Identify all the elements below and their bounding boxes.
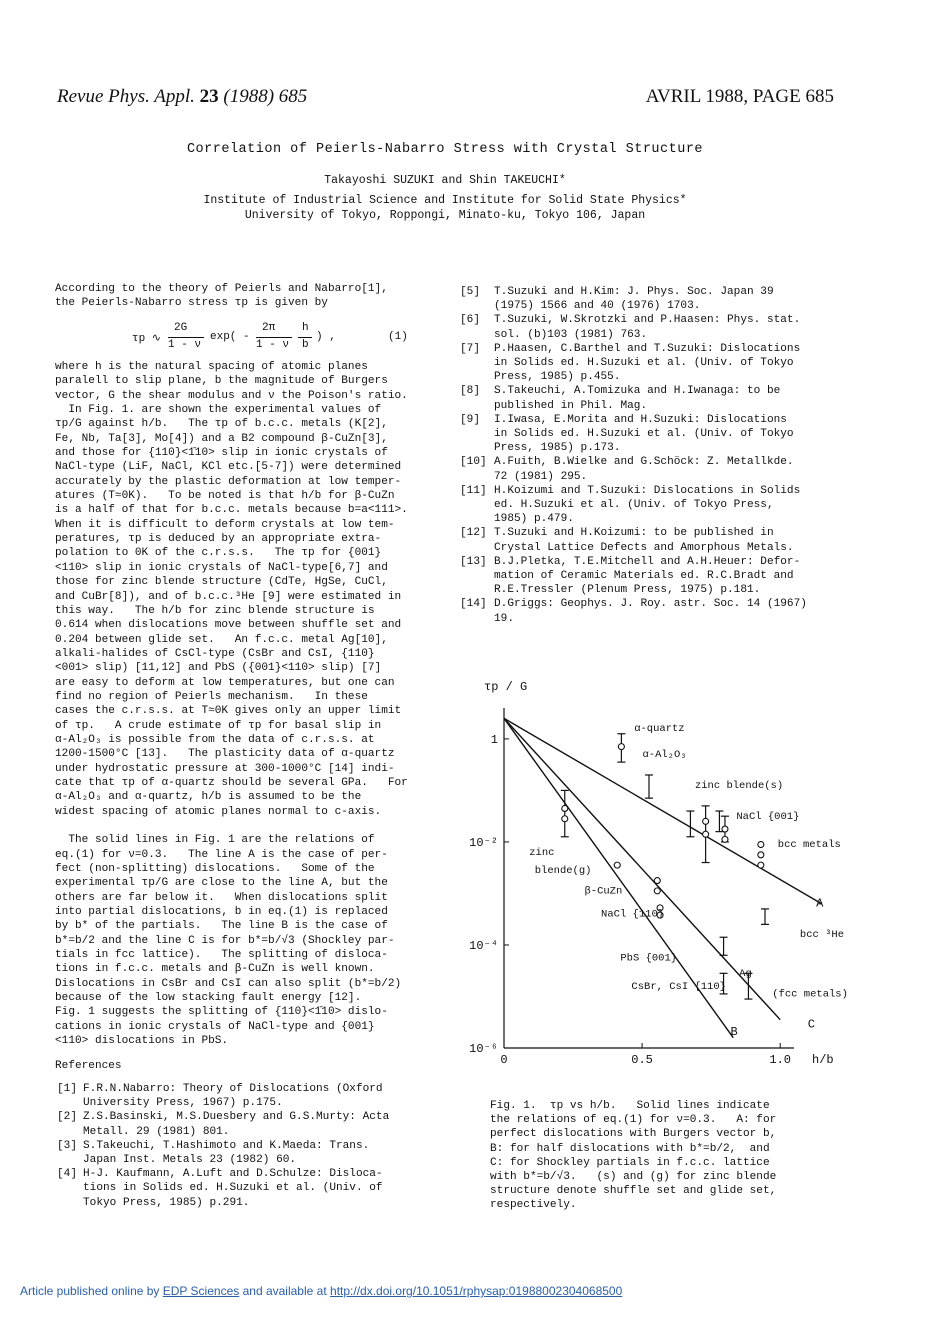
caption-line: structure denote shuffle set and glide set, (490, 1185, 777, 1198)
data-point (562, 816, 568, 822)
reference-line: Crystal Lattice Defects and Amorphous Metals. (494, 541, 794, 554)
line-label: C (807, 1017, 816, 1032)
reference-number: [3] (57, 1139, 77, 1152)
text-line: accurately by the plastic deformation at low temper- (55, 475, 402, 488)
text-line: α-Al₂O₃ is possible from the data of c.r.s.s. at (55, 733, 375, 746)
reference-line: I.Iwasa, E.Morita and H.Suzuki: Dislocations (494, 413, 787, 426)
caption-line: with b*=b/√3. (s) and (g) for zinc blende (490, 1171, 777, 1184)
journal-volume: 23 (199, 86, 219, 107)
reference-number: [6] (460, 314, 480, 327)
eq-den3: b (302, 339, 309, 351)
reference-line: S.Takeuchi, A.Tomizuka and H.Iwanaga: to be (494, 385, 781, 398)
reference-item (460, 285, 840, 313)
annotation-label: PbS {001} (620, 952, 678, 965)
reference-line: H.Koizumi and T.Suzuki: Dislocations in Solids (494, 484, 801, 497)
text-line: find no region of Peierls mechanism. In these (55, 690, 368, 703)
annotation-label: Ag (739, 967, 752, 980)
y-tick-label: 10⁻⁴ (469, 938, 498, 953)
text-line: and those for {110}<1̄10> slip in ionic crystals of (55, 447, 388, 460)
annotation-label: NaCl {110} (601, 908, 665, 921)
text-line: cations in ionic crystals of NaCl-type and {001} (55, 1020, 375, 1033)
body-text (55, 360, 435, 1049)
data-point (758, 842, 764, 848)
annotation-label: α-quartz (634, 723, 685, 736)
eq-num1: 2G (174, 322, 188, 334)
reference-line: 19. (494, 612, 514, 625)
data-point (618, 744, 624, 750)
equation-1 (132, 322, 432, 354)
text-line: eq.(1) for ν=0.3. The line A is the case of per- (55, 848, 388, 861)
text-line: tials in fcc lattice). The splitting of disloca- (55, 949, 388, 962)
reference-line: 1985) p.479. (494, 513, 574, 526)
eq-lhs: τp ∿ (132, 333, 162, 345)
caption-line: respectively. (490, 1199, 577, 1212)
annotation-label: CsBr, CsI {110} (631, 980, 726, 993)
caption-line: Fig. 1. τp vs h/b. Solid lines indicate (490, 1100, 770, 1112)
journal-year-page: (1988) 685 (223, 86, 308, 107)
text-line: fect (non-splitting) dislocations. Some of the (55, 863, 375, 876)
reference-number: [14] (460, 598, 487, 611)
data-point (703, 818, 709, 824)
eq-den1: 1 - ν (168, 339, 202, 351)
paper-authors: Takayoshi SUZUKI and Shin TAKEUCHI* (324, 174, 566, 187)
text-line: is a half of that for b.c.c. metals because b=a<111>. (55, 504, 408, 517)
text-line: 0.204 between glide set. An f.c.c. metal Ag[10], (55, 633, 388, 646)
caption-line: the relations of eq.(1) for ν=0.3. A: for (490, 1114, 777, 1127)
text-line: peratures, τp is deduced by an appropriate extra- (55, 533, 382, 546)
reference-line: sol. (b)103 (1981) 763. (494, 328, 648, 341)
reference-line: 72 (1981) 295. (494, 470, 588, 483)
data-point (722, 826, 728, 832)
line-label: A (816, 896, 824, 911)
reference-number: [12] (460, 527, 487, 540)
text-line: experimental τp/G are close to the line A, but the (55, 877, 388, 890)
text-line: Dislocations in CsBr and CsI can also split (b*=b/2) (55, 977, 402, 990)
text-line: this way. The h/b for zinc blende structure is (55, 604, 375, 617)
reference-number: [13] (460, 555, 487, 568)
reference-line: T.Suzuki, W.Skrotzki and P.Haasen: Phys. stat. (494, 314, 801, 327)
footer-prefix: Article published online by (20, 1284, 160, 1298)
text-line: The solid lines in Fig. 1 are the relations of (55, 834, 375, 847)
issue-date-page: AVRIL 1988, PAGE 685 (645, 86, 834, 107)
y-tick-label: 10⁻² (469, 835, 498, 850)
text-line: Fig. 1 suggests the splitting of {110}<1̄10> dislo- (55, 1006, 388, 1019)
eq-num3: h (302, 322, 309, 334)
reference-number: [5] (460, 286, 480, 298)
eq-den2: 1 - ν (256, 339, 290, 351)
text-line: the Peierls-Nabarro stress τp is given by (55, 297, 328, 310)
reference-line: Press, 1985) p.455. (494, 371, 621, 384)
annotation-label: bcc ³He (799, 929, 845, 942)
reference-item (460, 484, 840, 527)
text-line (55, 819, 435, 833)
reference-number: [10] (460, 456, 487, 469)
eq-exp: exp( - (210, 331, 250, 343)
reference-item (460, 526, 840, 554)
text-line: where h is the natural spacing of atomic planes (55, 361, 368, 373)
reference-number: [7] (460, 342, 480, 355)
reference-line: B.J.Pletka, T.E.Mitchell and A.H.Heuer: Defor- (494, 555, 801, 568)
text-line: atures (T≈0K). To be noted is that h/b for β-CuZn (55, 490, 395, 503)
reference-number: [4] (57, 1168, 77, 1181)
reference-line: Press, 1985) p.173. (494, 442, 621, 455)
reference-line: (1975) 1566 and 40 (1976) 1703. (494, 300, 701, 313)
reference-line: A.Fuith, B.Wielke and G.Schöck: Z. Metallkde. (494, 456, 794, 469)
annotation-label: bcc metals (777, 839, 841, 852)
text-line: <001> slip) [11,12] and PbS ({001}<110> slip) [7] (55, 662, 382, 675)
text-line: widest spacing of atomic planes normal to c-axis. (55, 805, 382, 818)
reference-item (460, 597, 840, 625)
x-tick-label: 1.0 (769, 1053, 791, 1067)
data-point (703, 831, 709, 837)
reference-line: H-J. Kaufmann, A.Luft and D.Schulze: Disloca- (83, 1168, 383, 1181)
text-line: 1200-1500°C [13]. The plasticity data of α-quartz (55, 748, 395, 761)
text-line: alkali-halides of CsCl-type (CsBr and CsI, {110} (55, 647, 375, 660)
reference-line: published in Phil. Mag. (494, 399, 648, 412)
footer (20, 1284, 622, 1298)
reference-line: Metall. 29 (1981) 801. (83, 1125, 230, 1138)
annotation-label: NaCl {001} (736, 810, 800, 823)
reference-line: R.E.Tressler (Plenum Press, 1975) p.181. (494, 584, 761, 597)
text-line: According to the theory of Peierls and Nabarro[1], (55, 283, 388, 295)
footer-middle: and available at (242, 1284, 327, 1298)
text-line: are easy to deform at low temperatures, but one can (55, 676, 395, 689)
reference-number: [2] (57, 1111, 77, 1124)
reference-line: mation of Ceramic Materials ed. R.C.Bradt and (494, 570, 794, 583)
affiliation-line: Institute of Industrial Science and Institute for Solid State Physics* (203, 194, 687, 207)
text-line: 0.614 when dislocations move between shuffle set and (55, 619, 402, 632)
x-tick-label: 0 (500, 1053, 508, 1067)
reference-line: ed. H.Suzuki et al. (Univ. of Tokyo Press, (494, 499, 774, 512)
journal-citation (57, 86, 307, 108)
figure-1-chart (468, 670, 848, 1090)
data-point (654, 888, 660, 894)
eq-num2: 2π (262, 322, 276, 334)
text-line: <110> dislocations in PbS. (55, 1035, 229, 1048)
line-label: B (730, 1025, 738, 1040)
text-line: tions in f.c.c. metals and β-CuZn is well known. (55, 963, 375, 976)
data-point (758, 852, 764, 858)
caption-line: perfect dislocations with Burgers vector b, (490, 1128, 777, 1141)
reference-line: F.R.N.Nabarro: Theory of Dislocations (Oxford (83, 1083, 383, 1095)
doi-link[interactable]: http://dx.doi.org/10.1051/rphysap:01988002304068500 (330, 1284, 623, 1298)
reference-line: D.Griggs: Geophys. J. Roy. astr. Soc. 14 (1967) (494, 598, 807, 611)
reference-number: [9] (460, 413, 480, 426)
annotation-label: β-CuZn (584, 885, 623, 898)
text-line: b*=b/2 and the line C is for b*=b/√3 (Shockley par- (55, 934, 395, 947)
reference-item (460, 555, 840, 598)
text-line: under hydrostatic pressure at 300-1000°C [14] indi- (55, 762, 395, 775)
figure-caption (490, 1099, 820, 1213)
text-line: by b* of the partials. The line B is the case of (55, 920, 388, 933)
text-line: vector, G the shear modulus and ν the Poison's ratio. (55, 389, 408, 402)
y-tick-label: 10⁻⁶ (469, 1042, 498, 1056)
reference-number: [8] (460, 385, 480, 398)
reference-item (57, 1082, 437, 1110)
reference-line: T.Suzuki and H.Koizumi: to be published in (494, 527, 774, 540)
reference-line: Z.S.Basinski, M.S.Duesbery and G.S.Murty: Acta (83, 1111, 390, 1124)
text-line: and CuBr[8]), and of b.c.c.³He [9] were estimated in (55, 590, 402, 603)
text-line: cate that τp of α-quartz should be several GPa. For (55, 776, 408, 789)
reference-line: tions in Solids ed. H.Suzuki et al. (Univ. of (83, 1182, 383, 1195)
reference-line: Tokyo Press, 1985) p.291. (83, 1196, 250, 1209)
text-line: others are far below it. When dislocations split (55, 891, 388, 904)
x-axis-label: h/b (812, 1053, 834, 1067)
caption-line: C: for Shockley partials in f.c.c. lattice (490, 1156, 770, 1169)
reference-item (57, 1139, 437, 1167)
reference-line: Japan Inst. Metals 23 (1982) 60. (83, 1154, 297, 1167)
reference-item (460, 384, 840, 412)
text-line: α-Al₂O₃ and α-quartz, h/b is assumed to be the (55, 791, 362, 804)
eq-close: ) , (316, 331, 336, 343)
y-tick-label: 1 (490, 732, 498, 747)
text-line: cases the c.r.s.s. at T≈0K gives only an upper limit (55, 705, 402, 718)
reference-item (460, 413, 840, 456)
text-line: paralell to slip plane, b the magnitude of Burgers (55, 375, 388, 388)
data-point (562, 805, 568, 811)
reference-line: in Solids ed. H.Suzuki et al. (Univ. of Tokyo (494, 357, 794, 370)
text-line: <110> slip in ionic crystals of NaCl-type[6,7] and (55, 561, 388, 574)
reference-line: in Solids ed. H.Suzuki et al. (Univ. of Tokyo (494, 428, 794, 441)
reference-item (460, 342, 840, 385)
data-point (722, 836, 728, 842)
annotation-label: α-Al₂O₃ (642, 748, 687, 761)
text-line: because of the low stacking fault energy [12]. (55, 992, 362, 1005)
eq-label: (1) (388, 331, 408, 343)
intro-text (55, 282, 435, 311)
annotation-label: zinc blende(s) (694, 779, 784, 792)
reference-line: T.Suzuki and H.Kim: J. Phys. Soc. Japan 39 (494, 286, 774, 298)
paper-title: Correlation of Peierls-Nabarro Stress with Crystal Structure (186, 142, 704, 157)
reference-item (460, 313, 840, 341)
reference-line: University Press, 1967) p.175. (83, 1097, 283, 1110)
affiliation (0, 194, 890, 223)
annotation-label: (fcc metals) (772, 988, 848, 1001)
caption-line: B: for half dislocations with b*=b/2, and (490, 1142, 770, 1155)
x-tick-label: 0.5 (631, 1053, 653, 1067)
publisher-link[interactable]: EDP Sciences (162, 1284, 240, 1298)
text-line: of τp. A crude estimate of τp for basal slip in (55, 719, 382, 732)
data-point (758, 862, 764, 868)
text-line: polation to 0K of the c.r.s.s. The τp for {001} (55, 547, 382, 560)
text-line: When it is difficult to deform crystals at low tem- (55, 518, 395, 531)
references-list-left (57, 1082, 437, 1210)
text-line: into partial dislocations, b in eq.(1) is replaced (55, 906, 388, 919)
reference-line: P.Haasen, C.Barthel and T.Suzuki: Dislocations (494, 342, 801, 355)
annotation-label: blende(g) (534, 864, 592, 877)
affiliation-line: University of Tokyo, Roppongi, Minato-ku, Tokyo 106, Japan (244, 208, 646, 222)
text-line: In Fig. 1. are shown the experimental values of (55, 404, 382, 417)
journal-name: Revue Phys. Appl. (57, 86, 195, 107)
references-heading: References (55, 1060, 122, 1072)
reference-item (460, 455, 840, 483)
annotation-label: zinc (529, 846, 555, 859)
references-list-right (460, 285, 840, 626)
reference-number: [1] (57, 1083, 77, 1095)
reference-line: S.Takeuchi, T.Hashimoto and K.Maeda: Trans. (83, 1139, 370, 1152)
text-line: Fe, Nb, Ta[3], Mo[4]) and a B2 compound β-CuZn[3], (55, 432, 388, 445)
data-point (654, 878, 660, 884)
text-line: τp/G against h/b. The τp of b.c.c. metals (K[2], (55, 418, 388, 431)
reference-item (57, 1110, 437, 1138)
text-line: those for zinc blende structure (CdTe, HgSe, CuCl, (55, 576, 388, 589)
y-axis-label: τp / G (484, 680, 528, 694)
data-point (614, 862, 620, 868)
text-line: NaCl-type (LiF, NaCl, KCl etc.[5-7]) were determined (55, 461, 402, 474)
reference-number: [11] (460, 484, 487, 497)
reference-item (57, 1167, 437, 1210)
